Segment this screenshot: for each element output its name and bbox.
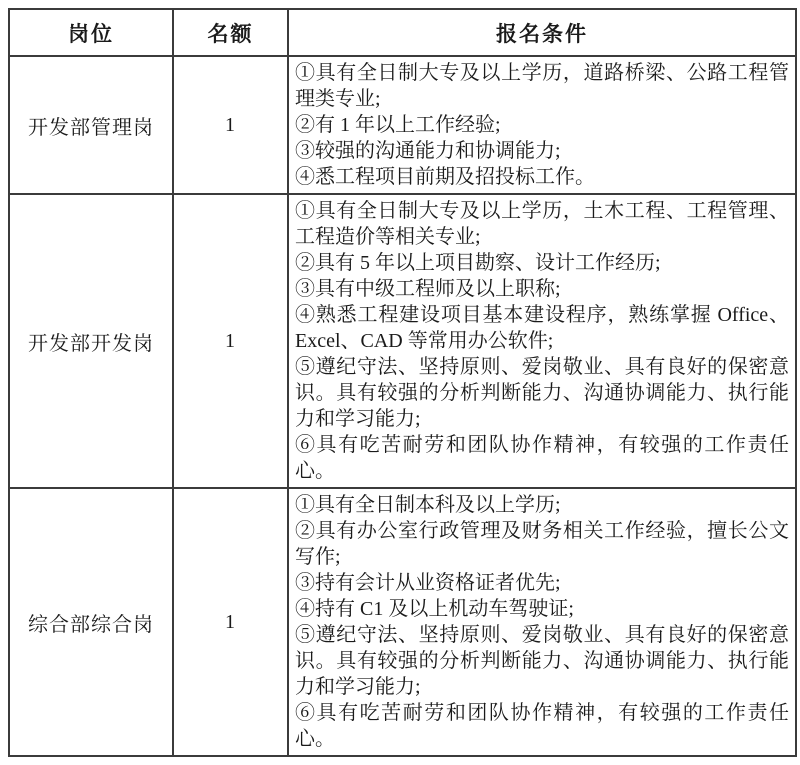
- requirement-item: ③持有会计从业资格证者优先;: [295, 572, 561, 594]
- requirement-item: ④持有 C1 及以上机动车驾驶证;: [295, 598, 574, 620]
- column-header-requirements: 报名条件: [288, 9, 796, 56]
- column-header-position: 岗位: [9, 9, 173, 56]
- requirement-item: ①具有全日制大专及以上学历，土木工程、工程管理、工程造价等相关专业;: [295, 200, 789, 248]
- requirement-item: ⑤遵纪守法、坚持原则、爱岗敬业、具有良好的保密意识。具有较强的分析判断能力、沟通协调能力、执行能力和学习能力;: [295, 356, 789, 430]
- requirement-item: ②具有办公室行政管理及财务相关工作经验，擅长公文写作;: [295, 520, 789, 568]
- requirement-item: ④熟悉工程建设项目基本建设程序，熟练掌握 Office、Excel、CAD 等常用办公软件;: [295, 304, 789, 352]
- table-row: [9, 488, 796, 756]
- requirements-cell: [288, 194, 796, 488]
- requirement-item: ②具有 5 年以上项目勘察、设计工作经历;: [295, 252, 661, 274]
- recruitment-table: [8, 8, 797, 757]
- requirement-item: ④悉工程项目前期及招投标工作。: [295, 166, 595, 188]
- requirement-item: ⑥具有吃苦耐劳和团队协作精神，有较强的工作责任心。: [295, 434, 789, 482]
- requirement-item: ③具有中级工程师及以上职称;: [295, 278, 561, 300]
- column-header-quota: 名额: [173, 9, 288, 56]
- requirement-item: ①具有全日制本科及以上学历;: [295, 494, 561, 516]
- requirement-item: ②有 1 年以上工作经验;: [295, 114, 501, 136]
- requirements-cell: [288, 56, 796, 194]
- requirements-cell: [288, 488, 796, 756]
- requirement-item: ⑥具有吃苦耐劳和团队协作精神，有较强的工作责任心。: [295, 702, 789, 750]
- position-cell: 综合部综合岗: [9, 488, 173, 756]
- requirement-item: ①具有全日制大专及以上学历，道路桥梁、公路工程管理类专业;: [295, 62, 789, 110]
- requirement-item: ③较强的沟通能力和协调能力;: [295, 140, 561, 162]
- quota-cell: 1: [173, 194, 288, 488]
- position-cell: 开发部管理岗: [9, 56, 173, 194]
- position-cell: 开发部开发岗: [9, 194, 173, 488]
- header-row: [9, 9, 796, 56]
- quota-cell: 1: [173, 56, 288, 194]
- table-row: [9, 194, 796, 488]
- requirement-item: ⑤遵纪守法、坚持原则、爱岗敬业、具有良好的保密意识。具有较强的分析判断能力、沟通协调能力、执行能力和学习能力;: [295, 624, 789, 698]
- table-row: [9, 56, 796, 194]
- quota-cell: 1: [173, 488, 288, 756]
